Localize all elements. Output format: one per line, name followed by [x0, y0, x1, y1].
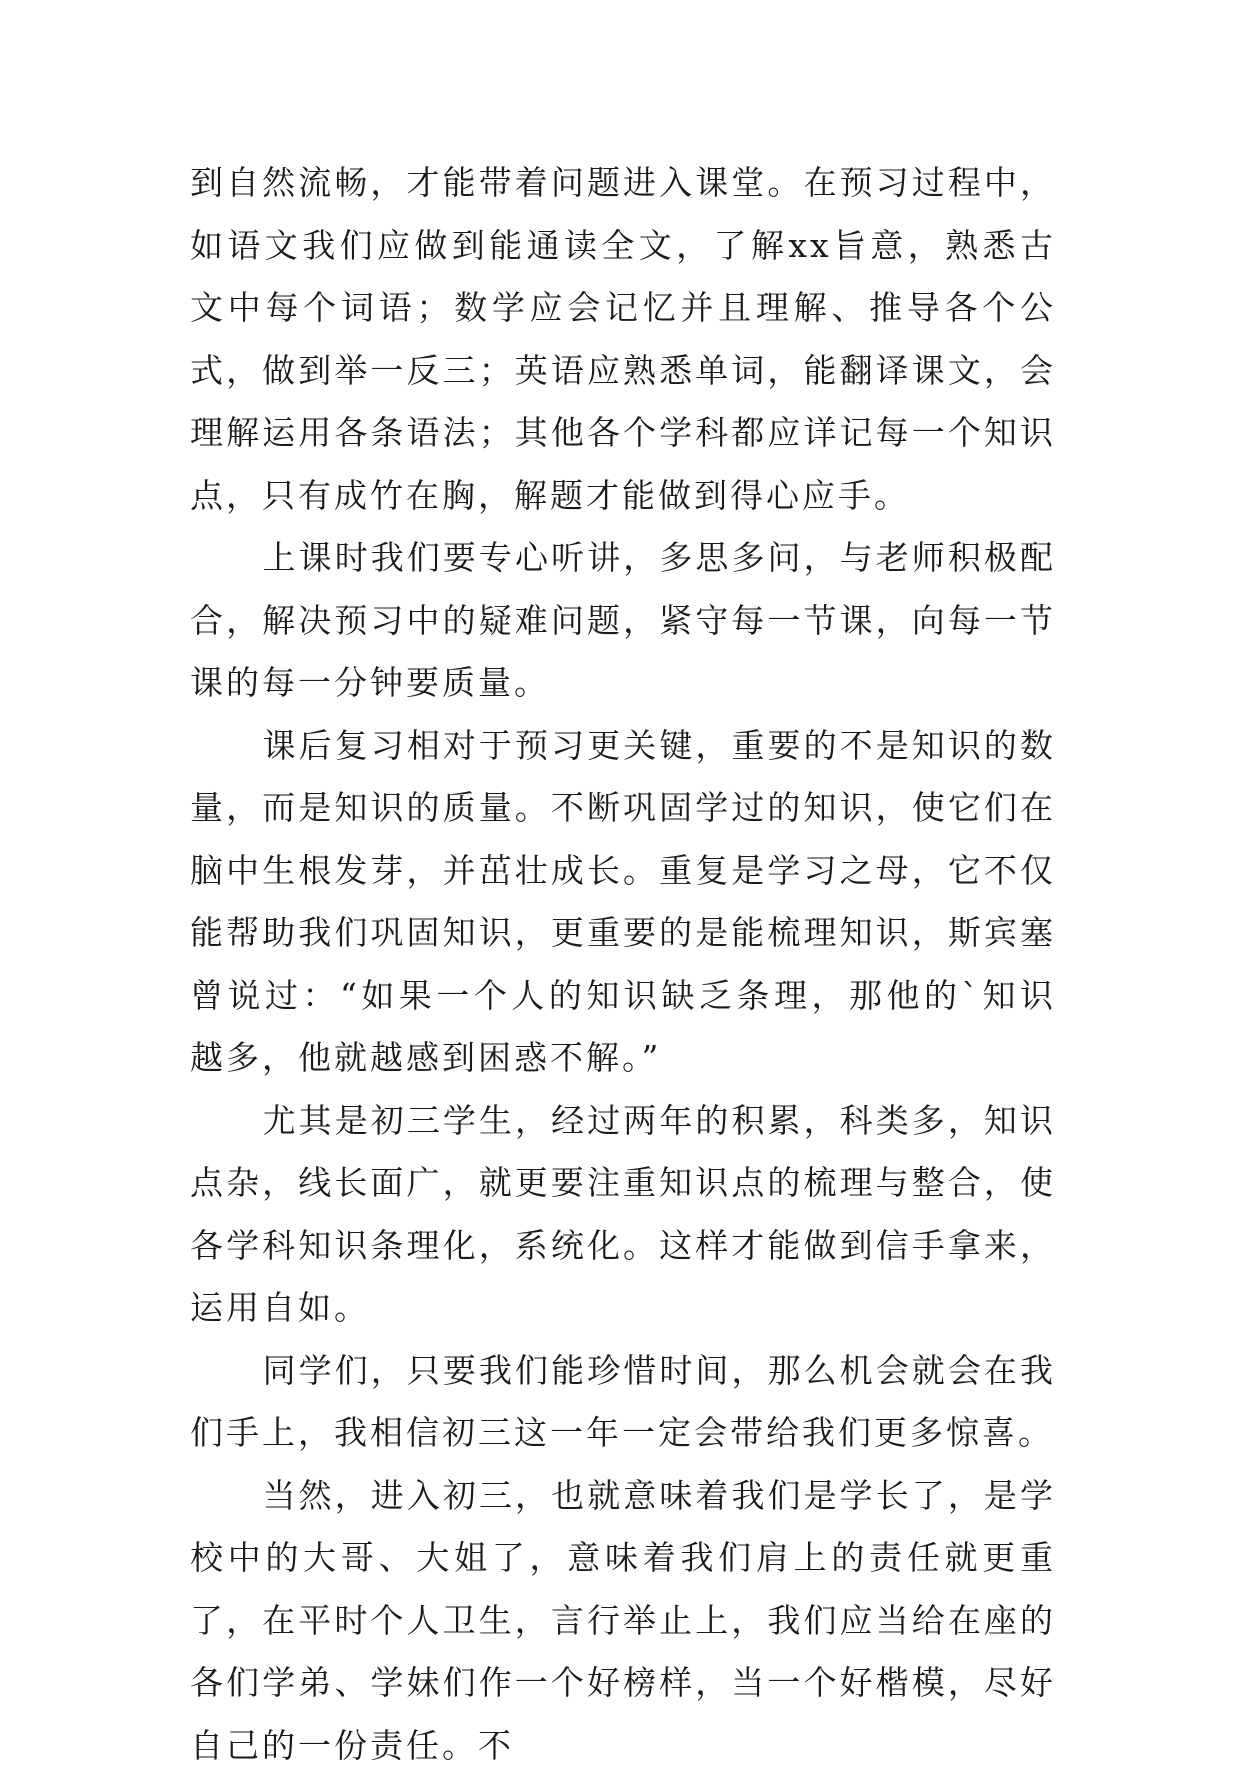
- paragraph-1: 到自然流畅，才能带着问题进入课堂。在预习过程中，如语文我们应做到能通读全文，了解xx旨意，熟悉古文中每个词语；数学应会记忆并且理解、推导各个公式，做到举一反三；英语应熟悉单词，能翻译课文，会理解运用各条语法；其他各个学科都应详记每一个知识点，只有成竹在胸，解题才能做到得心应手。: [190, 152, 1056, 527]
- document-body: [190, 152, 1056, 1777]
- paragraph-2: 上课时我们要专心听讲，多思多问，与老师积极配合，解决预习中的疑难问题，紧守每一节课，向每一节课的每一分钟要质量。: [190, 527, 1056, 715]
- paragraph-4: 尤其是初三学生，经过两年的积累，科类多，知识点杂，线长面广，就更要注重知识点的梳理与整合，使各学科知识条理化，系统化。这样才能做到信手拿来，运用自如。: [190, 1090, 1056, 1340]
- paragraph-5: 同学们，只要我们能珍惜时间，那么机会就会在我们手上，我相信初三这一年一定会带给我们更多惊喜。: [190, 1340, 1056, 1465]
- paragraph-3: 课后复习相对于预习更关键，重要的不是知识的数量，而是知识的质量。不断巩固学过的知识，使它们在脑中生根发芽，并茁壮成长。重复是学习之母，它不仅能帮助我们巩固知识，更重要的是能梳理知识，斯宾塞曾说过：“如果一个人的知识缺乏条理，那他的`知识越多，他就越感到困惑不解。”: [190, 715, 1056, 1090]
- paragraph-6: 当然，进入初三，也就意味着我们是学长了，是学校中的大哥、大姐了，意味着我们肩上的责任就更重了，在平时个人卫生，言行举止上，我们应当给在座的各们学弟、学妹们作一个好榜样，当一个好楷模，尽好自己的一份责任。不: [190, 1465, 1056, 1777]
